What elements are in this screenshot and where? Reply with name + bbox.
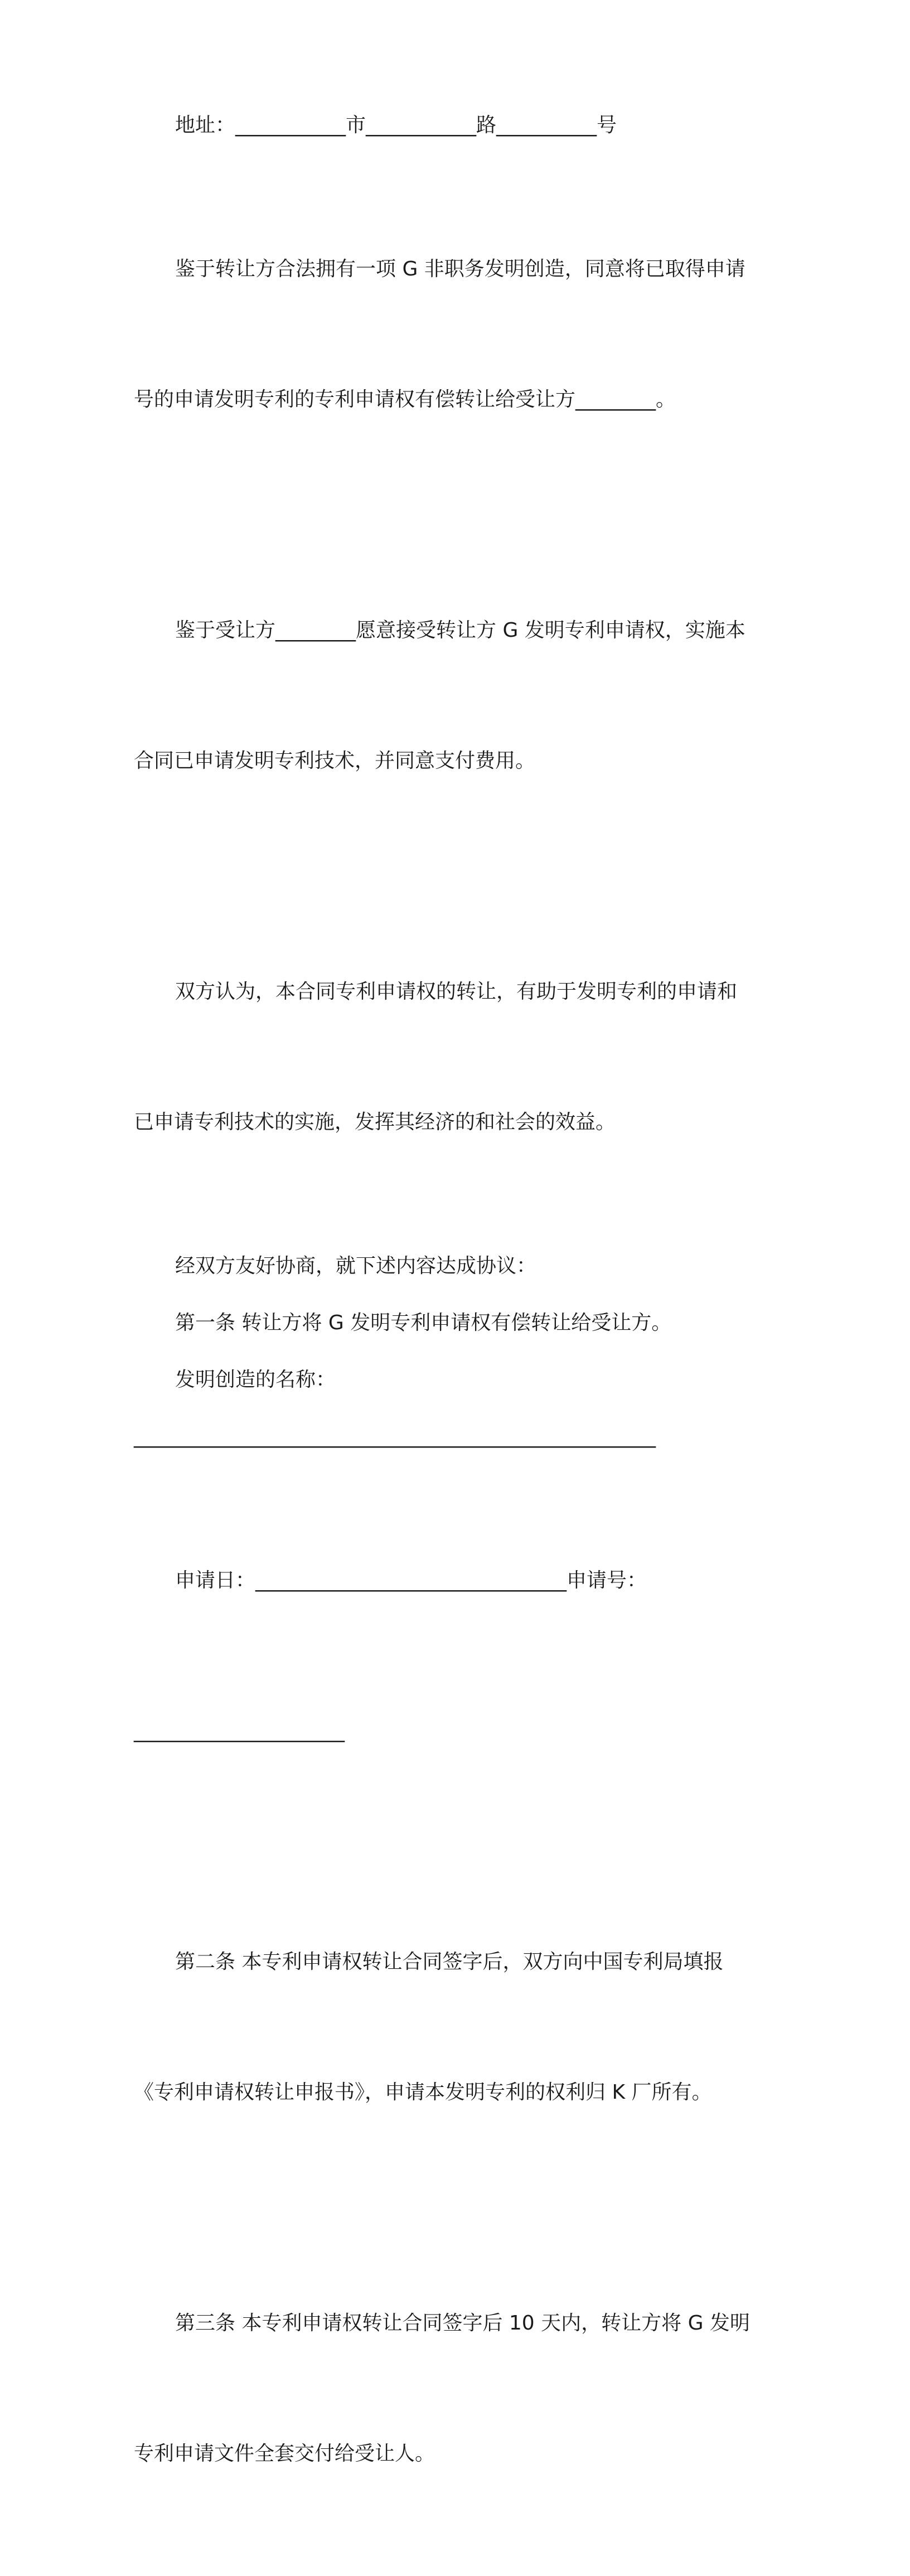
paragraph-line: 双方认为，本合同专利申请权的转让，有助于发明专利的申请和 (175, 980, 738, 1003)
article-2 (134, 1853, 769, 2201)
article-1: 第一条 转让方将 G 发明专利申请权有偿转让给受让方。 (175, 1311, 672, 1334)
application-number-blank: _____________________ (134, 1720, 345, 1742)
paragraph-recital-2 (134, 522, 769, 870)
invention-name-blank: ____________________________________________________ (134, 1425, 656, 1448)
paragraph-line: 已申请专利技术的实施，发挥其经济的和社会的效益。 (134, 1111, 616, 1134)
paragraph-line: 号的申请发明专利的专利申请权有偿转让给受让方________。 (134, 388, 676, 411)
paragraph-line: 第二条 本专利申请权转让合同签字后，双方向中国专利局填报 (175, 1950, 724, 1973)
paragraph-agreement-intro: 经双方友好协商，就下述内容达成协议： (175, 1255, 537, 1277)
invention-name-label: 发明创造的名称： (175, 1368, 336, 1391)
paragraph-line: 合同已申请发明专利技术，并同意支付费用。 (134, 749, 536, 772)
paragraph-line: 鉴于转让方合法拥有一项 G 非职务发明创造，同意将已取得申请 (175, 258, 746, 280)
paragraph-line: 《专利申请权转让申报书》，申请本发明专利的权利归 K 厂所有。 (134, 2081, 712, 2104)
address-line: 地址：___________市___________路__________号 (175, 114, 617, 137)
paragraph-line: 专利申请文件全套交付给受让人。 (134, 2442, 435, 2465)
paragraph-recital-1 (134, 161, 769, 509)
document-body (134, 100, 769, 2576)
paragraph-line: 第三条 本专利申请权转让合同签字后 10 天内，转让方将 G 发明 (175, 2312, 750, 2335)
paragraph-line: 鉴于受让方________愿意接受转让方 G 发明专利申请权，实施本 (175, 619, 746, 642)
paragraph-recital-3 (134, 883, 769, 1231)
article-3 (134, 2215, 769, 2563)
application-date-line: 申请日：_______________________________申请号： (175, 1569, 647, 1592)
application-info (134, 1472, 769, 1840)
